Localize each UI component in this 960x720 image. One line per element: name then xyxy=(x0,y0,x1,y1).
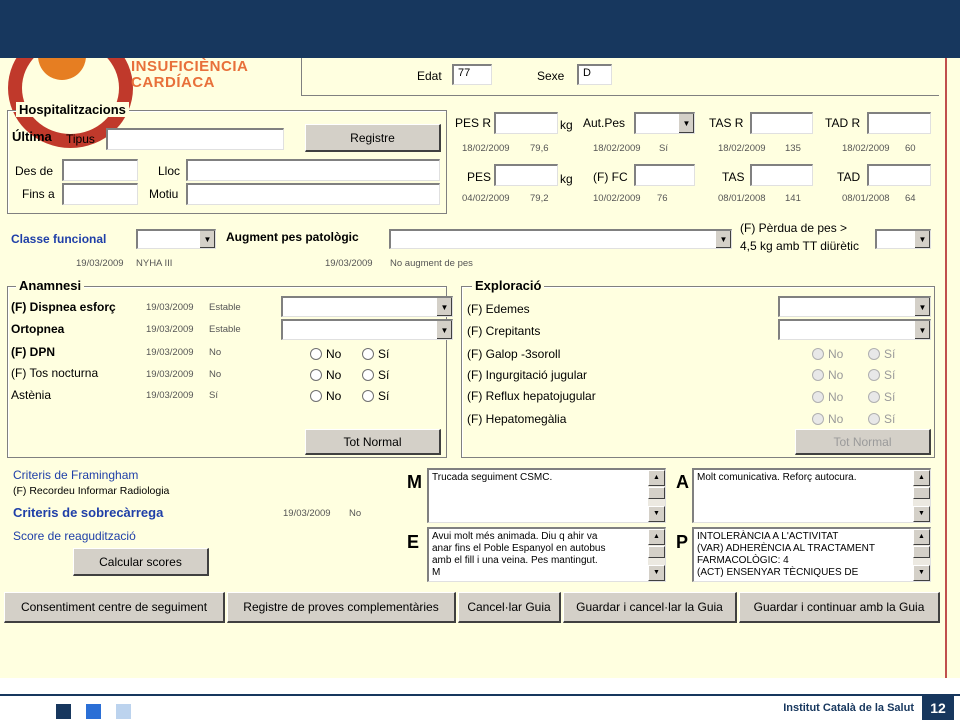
dispnea-label: (F) Dispnea esforç xyxy=(11,300,116,314)
astenia-no-radio[interactable] xyxy=(310,389,341,403)
perdua-pes-label-2: 4,5 kg amb TT diürètic xyxy=(740,239,859,253)
tas-field[interactable] xyxy=(750,164,813,186)
astenia-hist-date: 19/03/2009 xyxy=(146,390,194,401)
tas-r-label: TAS R xyxy=(709,116,744,130)
note-p-letter: P xyxy=(676,532,689,552)
scroll-down-icon[interactable]: ▼ xyxy=(913,565,930,581)
note-e-letter: E xyxy=(407,532,420,552)
tad-r-label: TAD R xyxy=(825,116,861,130)
tas-r-hist-date: 18/02/2009 xyxy=(718,143,766,154)
motiu-label: Motiu xyxy=(149,187,179,201)
radio-label: No xyxy=(828,347,844,361)
radio-label: Sí xyxy=(884,412,896,426)
tipus-label: Tipus xyxy=(66,132,95,146)
hepatomegalia-no-radio[interactable] xyxy=(812,412,843,426)
fins-a-label: Fins a xyxy=(22,187,55,201)
lloc-field[interactable] xyxy=(186,159,440,181)
fc-hist-date: 10/02/2009 xyxy=(593,193,641,204)
augment-pes-select[interactable] xyxy=(389,229,732,249)
ultima-label: Última xyxy=(12,129,52,144)
fc-hist-val: 76 xyxy=(657,193,668,204)
note-a-text: Molt comunicativa. Reforç autocura. xyxy=(697,472,857,483)
page-number: 12 xyxy=(922,696,954,720)
pes-hist-date: 04/02/2009 xyxy=(462,193,510,204)
institution-name: Institut Català de la Salut xyxy=(783,702,914,714)
chevron-down-icon: ▼ xyxy=(436,298,452,316)
footer-square-light-icon xyxy=(116,704,131,719)
tas-hist-date: 08/01/2008 xyxy=(718,193,766,204)
sobrecarrega-hist-date: 19/03/2009 xyxy=(283,508,331,519)
pes-r-field[interactable] xyxy=(494,112,558,134)
classe-funcional-select[interactable] xyxy=(136,229,216,249)
scroll-up-icon[interactable]: ▲ xyxy=(913,529,930,545)
dpn-hist-val: No xyxy=(209,347,222,358)
dpn-label: (F) DPN xyxy=(11,345,55,359)
dpn-no-radio[interactable] xyxy=(310,347,341,361)
reflux-no-radio[interactable] xyxy=(812,390,843,404)
augment-pes-label: Augment pes patològic xyxy=(226,230,359,244)
astenia-label: Astènia xyxy=(11,388,52,402)
dpn-si-radio[interactable] xyxy=(362,347,389,361)
pes-r-kg: kg xyxy=(560,118,573,132)
crepitants-select[interactable] xyxy=(778,319,931,340)
pes-kg: kg xyxy=(560,172,573,186)
note-m-letter: M xyxy=(407,472,422,492)
classe-hist-date: 19/03/2009 xyxy=(76,258,124,269)
tad-r-hist-date: 18/02/2009 xyxy=(842,143,890,154)
dispnea-select[interactable] xyxy=(281,296,453,317)
anamnesi-tot-normal-button[interactable]: Tot Normal xyxy=(305,429,441,455)
pes-r-hist-date: 18/02/2009 xyxy=(462,143,510,154)
radio-label: Sí xyxy=(884,368,896,382)
exploracio-legend: Exploració xyxy=(472,278,544,293)
note-p-scrollbar[interactable] xyxy=(913,529,930,581)
aut-pes-hist-val: Sí xyxy=(659,143,668,154)
aut-pes-hist-date: 18/02/2009 xyxy=(593,143,641,154)
radio-label: No xyxy=(326,389,342,403)
sexe-label: Sexe xyxy=(537,69,565,83)
tad-hist-val: 64 xyxy=(905,193,916,204)
ortopnea-label: Ortopnea xyxy=(11,322,65,336)
scroll-thumb[interactable] xyxy=(913,487,930,499)
motiu-field[interactable] xyxy=(186,183,440,205)
radio-label: Sí xyxy=(884,347,896,361)
scroll-up-icon[interactable]: ▲ xyxy=(648,470,665,486)
ortopnea-select[interactable] xyxy=(281,319,453,340)
tad-r-field[interactable] xyxy=(867,112,931,134)
tos-si-radio[interactable] xyxy=(362,368,389,382)
chevron-down-icon: ▼ xyxy=(914,231,930,248)
footer-square-mid-icon xyxy=(86,704,101,719)
dpn-hist-date: 19/03/2009 xyxy=(146,347,194,358)
note-e-textarea[interactable] xyxy=(427,527,666,582)
radio-label: No xyxy=(326,347,342,361)
note-m-scrollbar[interactable] xyxy=(648,470,665,522)
hepatomegalia-si-radio[interactable] xyxy=(868,412,895,426)
augment-hist-val: No augment de pes xyxy=(390,258,473,269)
chevron-down-icon: ▼ xyxy=(436,321,452,339)
exploracio-tot-normal-button[interactable]: Tot Normal xyxy=(795,429,931,455)
pes-r-hist-val: 79,6 xyxy=(530,143,549,154)
pes-hist-val: 79,2 xyxy=(530,193,549,204)
tipus-field[interactable] xyxy=(106,128,284,150)
classe-hist-val: NYHA III xyxy=(136,258,173,269)
tad-hist-date: 08/01/2008 xyxy=(842,193,890,204)
dispnea-hist-date: 19/03/2009 xyxy=(146,302,194,313)
dispnea-hist-val: Estable xyxy=(209,302,241,313)
guide-form xyxy=(0,58,945,678)
anamnesi-legend: Anamnesi xyxy=(16,278,84,293)
logo-line2: CARDÍACA xyxy=(131,74,215,91)
galop-label: (F) Galop -3soroll xyxy=(467,347,561,361)
chevron-down-icon: ▼ xyxy=(914,298,930,316)
scroll-thumb[interactable] xyxy=(648,487,665,499)
note-e-text: Avui molt més animada. Diu q ahir va anar fins el Poble Espanyol en autobus amb el fill i una veina. Pes mantingut. M xyxy=(432,531,606,578)
radio-label: Sí xyxy=(884,390,896,404)
chevron-down-icon: ▼ xyxy=(914,321,930,339)
tos-hist-date: 19/03/2009 xyxy=(146,369,194,380)
aut-pes-select[interactable] xyxy=(634,112,695,134)
pes-r-label: PES R xyxy=(455,116,492,130)
edemes-label: (F) Edemes xyxy=(467,302,530,316)
radio-label: Sí xyxy=(378,368,390,382)
radio-label: No xyxy=(326,368,342,382)
sobrecarrega-hist-val: No xyxy=(349,508,362,519)
scroll-up-icon[interactable]: ▲ xyxy=(913,470,930,486)
sobrecarrega-link[interactable]: Criteris de sobrecàrrega xyxy=(13,505,164,520)
recordeu-radiologia: (F) Recordeu Informar Radiologia xyxy=(13,485,170,497)
astenia-hist-val: Sí xyxy=(209,390,218,401)
framingham-link[interactable]: Criteris de Framingham xyxy=(13,468,139,482)
logo-line1: INSUFICIÈNCIA xyxy=(131,58,249,75)
note-m-text: Trucada seguiment CSMC. xyxy=(432,472,553,483)
pes-field[interactable] xyxy=(494,164,558,186)
title-bar xyxy=(0,0,960,58)
scroll-down-icon[interactable]: ▼ xyxy=(913,506,930,522)
tad-field[interactable] xyxy=(867,164,931,186)
calcular-scores-button[interactable]: Calcular scores xyxy=(73,548,209,576)
cancelar-guia-button[interactable]: Cancel·lar Guia xyxy=(458,592,561,623)
reaguditzacio-link[interactable]: Score de reagudització xyxy=(13,529,136,543)
window-right-edge xyxy=(945,58,960,678)
footer-square-dark-icon xyxy=(56,704,71,719)
note-a-textarea[interactable] xyxy=(692,468,931,523)
lloc-label: Lloc xyxy=(158,164,181,178)
ortopnea-hist-val: Estable xyxy=(209,324,241,335)
chevron-down-icon: ▼ xyxy=(678,114,694,133)
ingurgitacio-si-radio[interactable] xyxy=(868,368,895,382)
registre-button[interactable]: Registre xyxy=(305,124,441,152)
tos-label: (F) Tos nocturna xyxy=(11,366,99,380)
astenia-si-radio[interactable] xyxy=(362,389,389,403)
chevron-down-icon: ▼ xyxy=(715,231,731,248)
ingurgitacio-no-radio[interactable] xyxy=(812,368,843,382)
reflux-si-radio[interactable] xyxy=(868,390,895,404)
scroll-down-icon[interactable]: ▼ xyxy=(648,565,665,581)
perdua-pes-select[interactable] xyxy=(875,229,931,249)
tos-no-radio[interactable] xyxy=(310,368,341,382)
edat-label: Edat xyxy=(417,69,442,83)
tas-r-hist-val: 135 xyxy=(785,143,801,154)
fc-field[interactable] xyxy=(634,164,695,186)
tos-hist-val: No xyxy=(209,369,222,380)
sexe-field[interactable]: D xyxy=(577,64,612,85)
ingurgitacio-label: (F) Ingurgitació jugular xyxy=(467,368,588,382)
note-p-textarea[interactable] xyxy=(692,527,931,582)
note-p-text: INTOLERÀNCIA A L'ACTIVITAT (VAR) ADHERÈNCIA AL TRACTAMENT FARMACOLÒGIC: 4 (ACT) ENSENYAR TÈCNIQUES DE xyxy=(697,531,875,578)
consentiment-button[interactable]: Consentiment centre de seguiment xyxy=(4,592,225,623)
patient-header xyxy=(301,58,939,96)
fc-label: (F) FC xyxy=(593,170,628,184)
note-e-scrollbar[interactable] xyxy=(648,529,665,581)
hepatomegalia-label: (F) Hepatomegàlia xyxy=(467,412,567,426)
scroll-thumb[interactable] xyxy=(913,546,930,558)
augment-hist-date: 19/03/2009 xyxy=(325,258,373,269)
radio-label: No xyxy=(828,368,844,382)
guardar-cancelar-button[interactable]: Guardar i cancel·lar la Guia xyxy=(563,592,737,623)
note-a-scrollbar[interactable] xyxy=(913,470,930,522)
registre-proves-button[interactable]: Registre de proves complementàries xyxy=(227,592,456,623)
note-m-textarea[interactable] xyxy=(427,468,666,523)
tas-label: TAS xyxy=(722,170,745,184)
reflux-label: (F) Reflux hepatojugular xyxy=(467,389,596,403)
radio-label: Sí xyxy=(378,389,390,403)
ortopnea-hist-date: 19/03/2009 xyxy=(146,324,194,335)
hospitalitzacions-legend: Hospitalitzacions xyxy=(16,102,129,117)
tad-label: TAD xyxy=(837,170,861,184)
radio-label: Sí xyxy=(378,347,390,361)
note-a-letter: A xyxy=(676,472,689,492)
des-de-field[interactable] xyxy=(62,159,138,181)
edemes-select[interactable] xyxy=(778,296,931,317)
perdua-pes-label-1: (F) Pèrdua de pes > xyxy=(740,221,848,235)
radio-label: No xyxy=(828,390,844,404)
aut-pes-label: Aut.Pes xyxy=(583,116,626,130)
edat-field[interactable]: 77 xyxy=(452,64,492,85)
tas-r-field[interactable] xyxy=(750,112,813,134)
galop-no-radio[interactable] xyxy=(812,347,843,361)
des-de-label: Des de xyxy=(15,164,54,178)
pes-label: PES xyxy=(467,170,492,184)
galop-si-radio[interactable] xyxy=(868,347,895,361)
tad-r-hist-val: 60 xyxy=(905,143,916,154)
classe-funcional-link[interactable]: Classe funcional xyxy=(11,232,107,246)
chevron-down-icon: ▼ xyxy=(199,231,215,248)
slide-footer xyxy=(0,694,960,720)
scroll-down-icon[interactable]: ▼ xyxy=(648,506,665,522)
scroll-up-icon[interactable]: ▲ xyxy=(648,529,665,545)
radio-label: No xyxy=(828,412,844,426)
tas-hist-val: 141 xyxy=(785,193,801,204)
fins-a-field[interactable] xyxy=(62,183,138,205)
guardar-continuar-button[interactable]: Guardar i continuar amb la Guia xyxy=(739,592,940,623)
scroll-thumb[interactable] xyxy=(648,546,665,558)
crepitants-label: (F) Crepitants xyxy=(467,324,541,338)
